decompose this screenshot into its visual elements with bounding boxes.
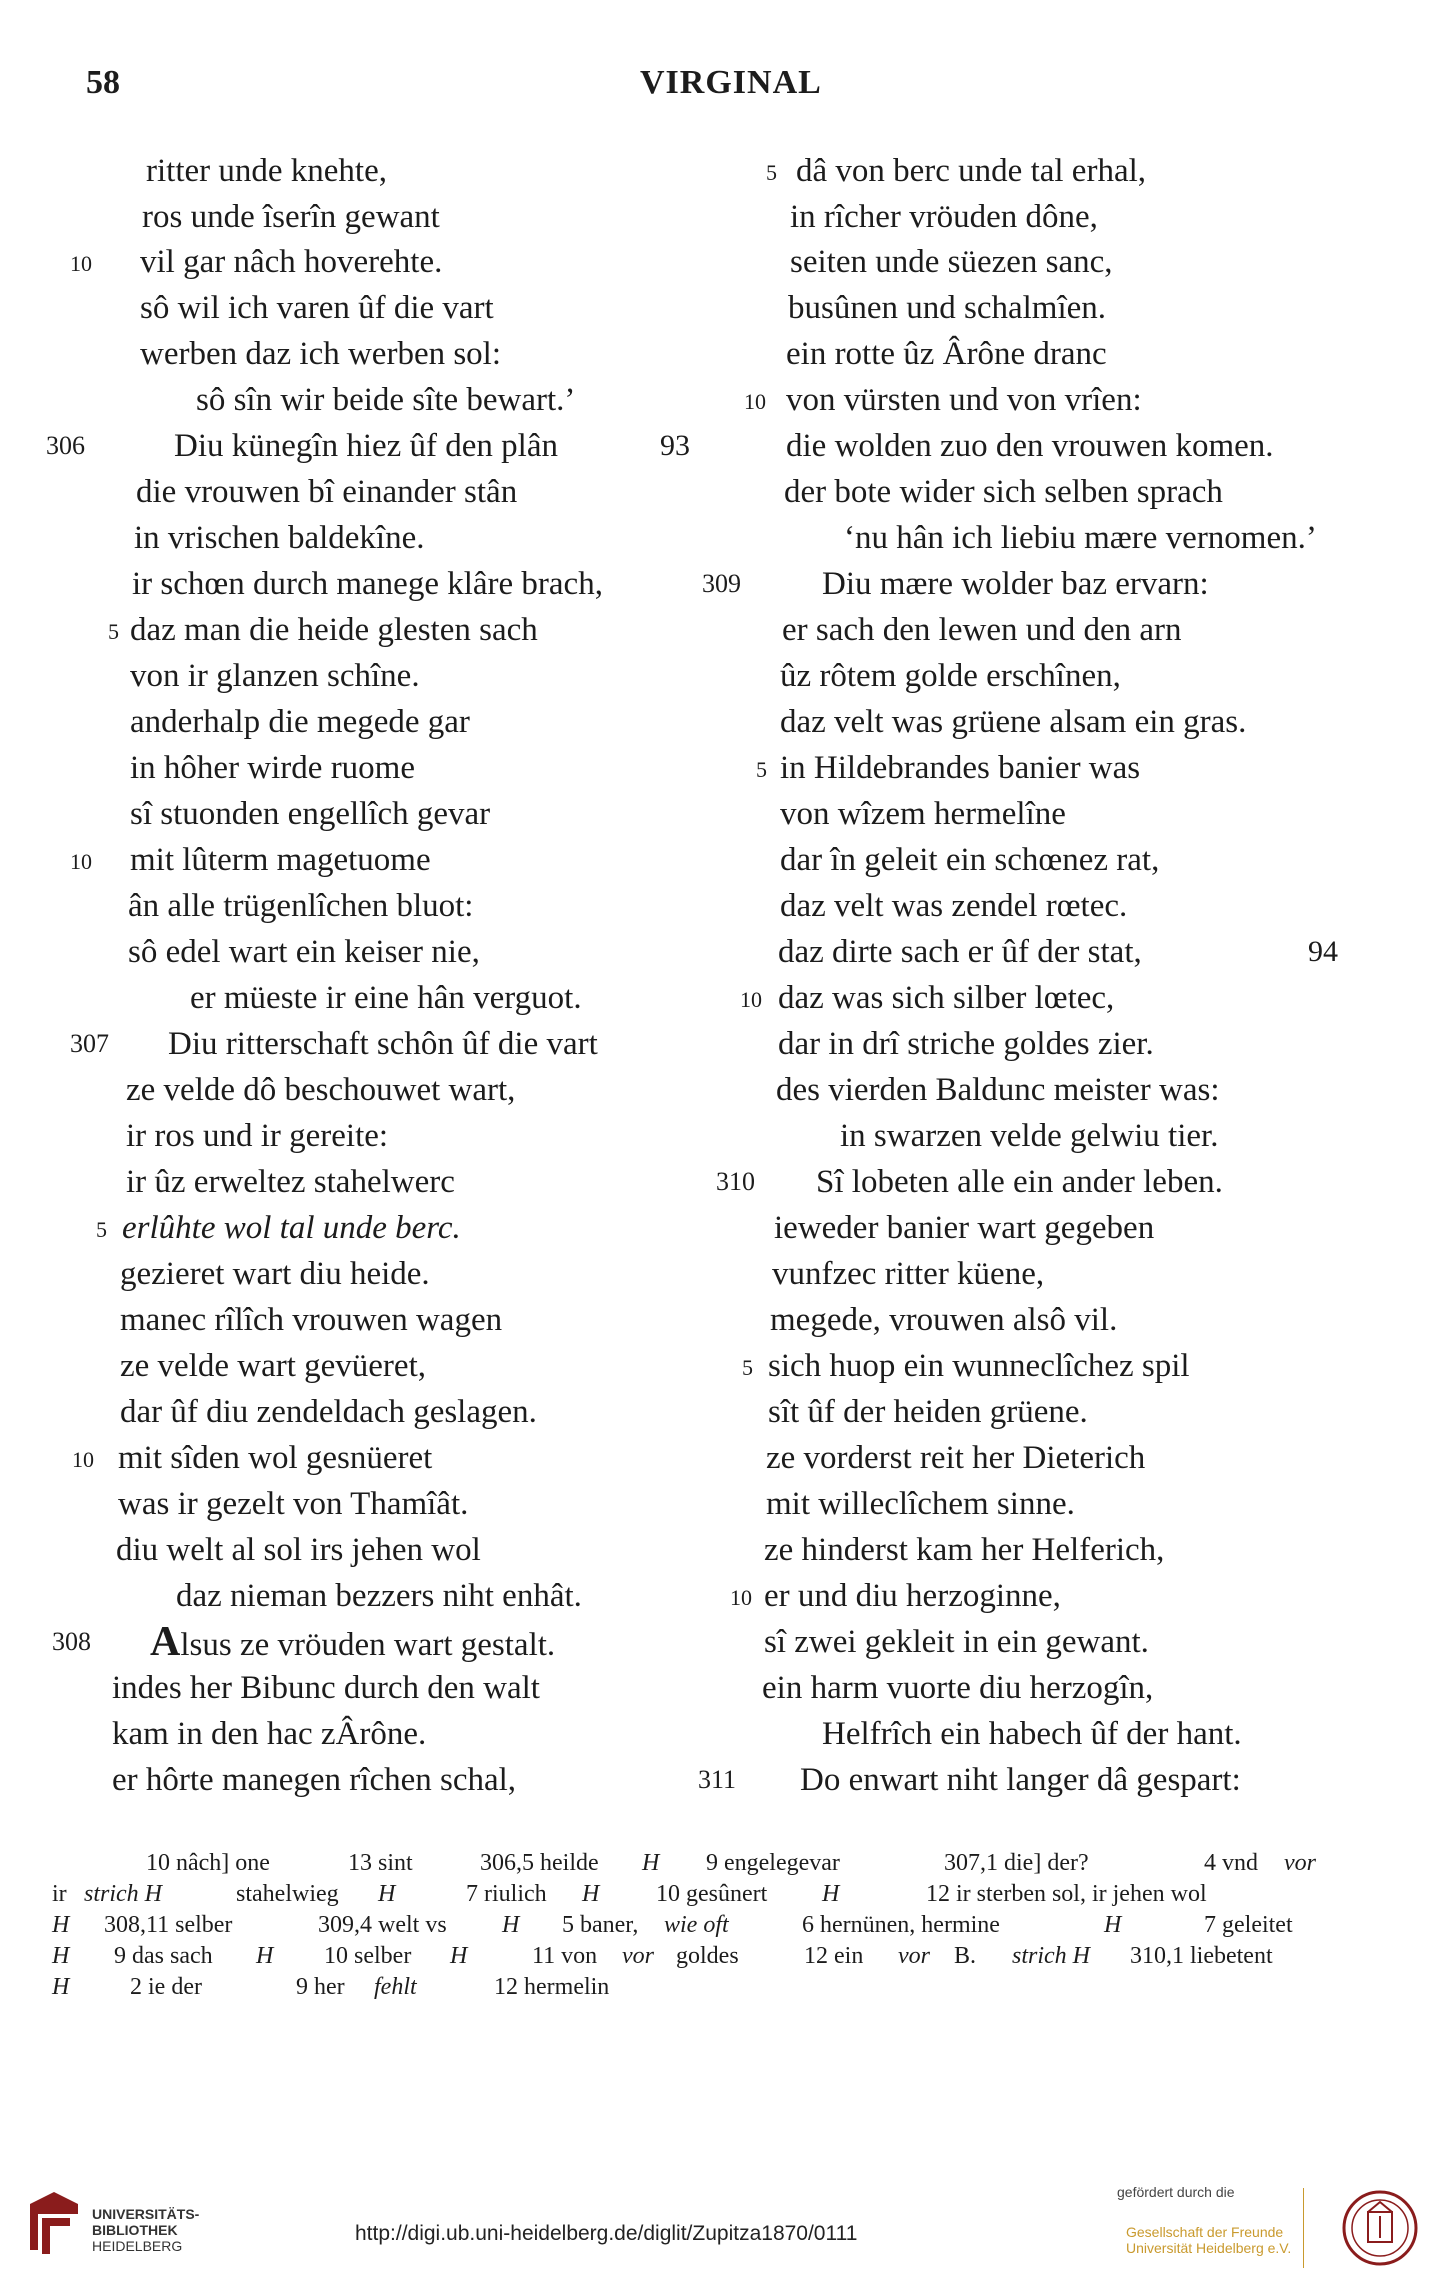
verse-line: daz nieman bezzers niht enhât. [176, 1578, 582, 1614]
verse-line: diu welt al sol irs jehen wol [116, 1532, 481, 1568]
verse-line: ritter unde knehte, [146, 153, 387, 189]
apparatus-note: 6 hernünen, hermine [802, 1912, 1000, 1938]
verse-line: der bote wider sich selben sprach [784, 474, 1223, 510]
line-number: 10 [72, 1447, 94, 1472]
verse-line: dar ûf diu zendeldach geslagen. [120, 1394, 537, 1430]
verse-line: Sî lobeten alle ein ander leben. [816, 1164, 1223, 1200]
verse-line: sî stuonden engellîch gevar [130, 796, 491, 832]
verse-line: Diu ritterschaft schôn ûf die vart [168, 1026, 598, 1062]
verse-line: werben daz ich werben sol: [140, 336, 502, 372]
sponsor-label: gefördert durch die [1117, 2184, 1235, 2200]
verse-line: vil gar nâch hoverehte. [140, 244, 443, 280]
apparatus-note: 308,11 selber [104, 1912, 233, 1938]
verse-line: dâ von berc unde tal erhal, [796, 153, 1147, 189]
footer-divider [1303, 2188, 1304, 2268]
verse-line: dar in drî striche goldes zier. [778, 1026, 1154, 1062]
verse-line: sî zwei gekleit in ein gewant. [764, 1624, 1149, 1660]
apparatus-note: 11 von [532, 1943, 598, 1969]
verse-text: lsus ze vröuden wart gestalt. [180, 1627, 556, 1663]
verse-line: manec rîlîch vrouwen wagen [120, 1302, 503, 1338]
apparatus-note: H [256, 1943, 274, 1969]
line-number: 10 [730, 1585, 752, 1610]
apparatus-note: 9 das sach [114, 1943, 213, 1969]
verse-line: sô edel wart ein keiser nie, [128, 934, 480, 970]
apparatus-note: H [582, 1881, 600, 1907]
verse-line: anderhalp die megede gar [130, 704, 470, 740]
line-number: 10 [70, 849, 92, 874]
stanza-number: 306 [46, 431, 85, 460]
verse-line: er müeste ir eine hân verguot. [190, 980, 582, 1016]
apparatus-note: ir [52, 1881, 67, 1907]
apparatus-line [52, 1910, 1342, 1940]
verse-line: was ir gezelt von Thamîât. [118, 1486, 469, 1522]
verse-line: ein harm vuorte diu herzogîn, [762, 1670, 1154, 1706]
verse-line: erlûhte wol tal unde berc. [122, 1210, 461, 1246]
verse-line: ze velde wart gevüeret, [120, 1348, 426, 1384]
apparatus-note: 12 ein [804, 1943, 864, 1969]
sponsor-name: Gesellschaft der Freunde Universität Heidelberg e.V. [1126, 2224, 1292, 2256]
verse-line: er sach den lewen und den arn [782, 612, 1182, 648]
verse-line: ir ûz erweltez stahelwerc [126, 1164, 455, 1200]
apparatus-note: 2 ie der [130, 1974, 202, 2000]
verse-line: busûnen und schalmîen. [788, 290, 1107, 326]
apparatus-note: strich H [1012, 1943, 1090, 1969]
verse-line: Diu künegîn hiez ûf den plân [174, 428, 558, 464]
apparatus-note: H [502, 1912, 520, 1938]
verse-line: die wolden zuo den vrouwen komen. [786, 428, 1274, 464]
apparatus-note: H [378, 1881, 396, 1907]
apparatus-note: 9 engelegevar [706, 1850, 840, 1876]
apparatus-note: 12 hermelin [494, 1974, 610, 2000]
apparatus-note: H [1104, 1912, 1122, 1938]
verse-line: Diu mære wolder baz ervarn: [822, 566, 1209, 602]
verse-line: ze hinderst kam her Helferich, [764, 1532, 1165, 1568]
line-number: 5 [742, 1355, 753, 1380]
apparatus-note: H [52, 1974, 70, 2000]
stanza-number: 308 [52, 1627, 91, 1656]
apparatus-line [52, 1941, 1342, 1971]
apparatus-note: 7 geleitet [1204, 1912, 1293, 1938]
apparatus-note: H [642, 1850, 660, 1876]
verse-line: ros unde îserîn gewant [142, 199, 440, 235]
apparatus-note: H [52, 1943, 70, 1969]
running-title: VIRGINAL [640, 64, 822, 101]
permalink-url[interactable]: http://digi.ub.uni-heidelberg.de/diglit/Zupitza1870/0111 [355, 2222, 858, 2245]
verse-line: kam in den hac zÂrône. [112, 1716, 427, 1752]
verse-line: von ir glanzen schîne. [130, 658, 420, 694]
line-number: 10 [744, 389, 766, 414]
apparatus-note: 13 sint [348, 1850, 413, 1876]
verse-line: ûz rôtem golde erschînen, [780, 658, 1121, 694]
verse-line: megede, vrouwen alsô vil. [770, 1302, 1118, 1338]
verse-line: in swarzen velde gelwiu tier. [840, 1118, 1219, 1154]
apparatus-note: 10 gesûnert [656, 1881, 768, 1907]
verse-line: er hôrte manegen rîchen schal, [112, 1762, 517, 1798]
verse-line: in vrischen baldekîne. [134, 520, 425, 556]
line-number: 5 [766, 160, 777, 185]
stanza-number: 311 [698, 1765, 737, 1794]
line-number: 10 [70, 251, 92, 276]
apparatus-note: 12 ir sterben sol, ir jehen wol [926, 1881, 1207, 1907]
verse-line: ir schœn durch manege klâre brach, [132, 566, 603, 602]
verse-line: daz velt was grüene alsam ein gras. [780, 704, 1247, 740]
apparatus-note: stahelwieg [236, 1881, 339, 1907]
apparatus-line [52, 1972, 1342, 2002]
verse-line: sît ûf der heiden grüene. [768, 1394, 1088, 1430]
verse-line: sô wil ich varen ûf die vart [140, 290, 494, 326]
verse-line [150, 1620, 555, 1664]
verse-line: gezieret wart diu heide. [120, 1256, 430, 1292]
verse-line: in rîcher vröuden dône, [790, 199, 1098, 235]
verse-line: ‘nu hân ich liebiu mære vernomen.’ [844, 520, 1317, 556]
apparatus-note: 7 riulich [466, 1881, 547, 1907]
apparatus-note: 306,5 heilde [480, 1850, 599, 1876]
margin-page-number: 93 [660, 429, 690, 462]
verse-line: Helfrîch ein habech ûf der hant. [822, 1716, 1242, 1752]
apparatus-note: goldes [676, 1943, 739, 1969]
verse-line: daz man die heide glesten sach [130, 612, 538, 648]
verse-line: in Hildebrandes banier was [780, 750, 1141, 786]
line-number: 5 [108, 619, 119, 644]
verse-line: des vierden Baldunc meister was: [776, 1072, 1220, 1108]
apparatus-note: 309,4 welt vs [318, 1912, 447, 1938]
verse-line: dar în geleit ein schœnez rat, [780, 842, 1160, 878]
verse-line: mit willeclîchem sinne. [766, 1486, 1075, 1522]
apparatus-note: strich H [84, 1881, 162, 1907]
stanza-number: 307 [70, 1029, 109, 1058]
verse-line: ze velde dô beschouwet wart, [126, 1072, 516, 1108]
verse-line: ieweder banier wart gegeben [774, 1210, 1155, 1246]
verse-line: indes her Bibunc durch den walt [112, 1670, 540, 1706]
line-number: 5 [96, 1217, 107, 1242]
library-logo-icon [24, 2190, 84, 2260]
apparatus-note: vor [622, 1943, 654, 1969]
line-number: 5 [756, 757, 767, 782]
verse-line: daz velt was zendel rœtec. [780, 888, 1128, 924]
stanza-number: 310 [716, 1167, 755, 1196]
verse-line: daz was sich silber lœtec, [778, 980, 1115, 1016]
stanza-number: 309 [702, 569, 741, 598]
apparatus-note: 10 selber [324, 1943, 412, 1969]
apparatus-note: 4 vnd [1204, 1850, 1258, 1876]
university-seal-icon [1342, 2190, 1418, 2266]
apparatus-note: 5 baner, [562, 1912, 639, 1938]
apparatus-note: 310,1 liebetent [1130, 1943, 1273, 1969]
apparatus-note: 307,1 die] der? [944, 1850, 1089, 1876]
verse-line: daz dirte sach er ûf der stat, [778, 934, 1142, 970]
apparatus-note: H [822, 1881, 840, 1907]
verse-line: sô sîn wir beide sîte bewart.’ [196, 382, 576, 418]
apparatus-note: 9 her [296, 1974, 345, 2000]
verse-line: seiten unde süezen sanc, [790, 244, 1113, 280]
apparatus-line [52, 1879, 1342, 1909]
verse-line: von vürsten und von vrîen: [786, 382, 1142, 418]
apparatus-line [52, 1848, 1342, 1878]
margin-page-number: 94 [1308, 935, 1338, 968]
apparatus-note: H [52, 1912, 70, 1938]
page-number: 58 [86, 64, 120, 101]
verse-line: Do enwart niht langer dâ gespart: [800, 1762, 1241, 1798]
line-number: 10 [740, 987, 762, 1012]
verse-line: in hôher wirde ruome [130, 750, 415, 786]
verse-line: die vrouwen bî einander stân [136, 474, 518, 510]
verse-line: sich huop ein wunneclîchez spil [768, 1348, 1190, 1384]
apparatus-note: 10 nâch] one [146, 1850, 270, 1876]
apparatus-note: vor [1284, 1850, 1316, 1876]
apparatus-note: vor [898, 1943, 930, 1969]
verse-line: ir ros und ir gereite: [126, 1118, 389, 1154]
apparatus-note: H [450, 1943, 468, 1969]
verse-line: er und diu herzoginne, [764, 1578, 1061, 1614]
apparatus-note: fehlt [374, 1974, 417, 2000]
verse-line: mit lûterm magetuome [130, 842, 431, 878]
apparatus-note: B. [954, 1943, 977, 1969]
library-name: UNIVERSITÄTS- BIBLIOTHEK HEIDELBERG [92, 2206, 200, 2254]
verse-line: von wîzem hermelîne [780, 796, 1066, 832]
verse-line: ein rotte ûz Ârône dranc [786, 336, 1107, 372]
verse-line: mit sîden wol gesnüeret [118, 1440, 433, 1476]
apparatus-note: wie oft [664, 1912, 729, 1938]
verse-line: ze vorderst reit her Dieterich [766, 1440, 1146, 1476]
verse-line: vunfzec ritter küene, [772, 1256, 1045, 1292]
verse-line: ân alle trügenlîchen bluot: [128, 888, 474, 924]
drop-capital: A [150, 1619, 181, 1665]
digitization-footer [0, 2170, 1441, 2279]
